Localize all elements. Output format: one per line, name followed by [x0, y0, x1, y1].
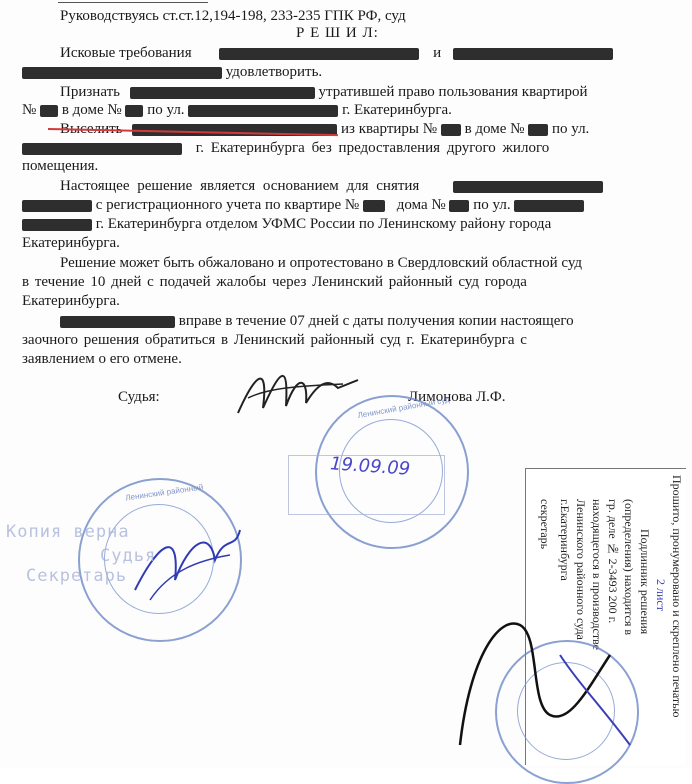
redaction	[22, 67, 222, 79]
text-fragment: утратившей право пользования квартирой	[318, 84, 588, 100]
redaction	[441, 124, 461, 136]
redaction	[22, 143, 182, 155]
redaction	[125, 105, 143, 117]
redaction	[449, 200, 469, 212]
text-fragment: в доме №	[464, 121, 525, 137]
redaction	[22, 219, 92, 231]
text-line: Решение может быть обжаловано и опротестовано в Свердловский областной суд	[60, 255, 583, 271]
text-line: Руководствуясь ст.ст.12,194-198, 233-235 ГПК РФ, суд	[60, 8, 406, 24]
redaction	[130, 87, 315, 99]
note-line: секретарь	[538, 499, 552, 550]
note-line: Подлинник решения	[638, 529, 652, 635]
text-line: заочного решения обратиться в Ленинский районный суд г. Екатеринбурга с	[22, 332, 527, 348]
redaction	[188, 105, 338, 117]
text-fragment: г. Екатеринбурга без предоставления другого жилого	[195, 140, 550, 156]
stamp-text: Ленинский районный суд	[356, 394, 451, 421]
text-fragment: по ул.	[473, 197, 511, 213]
text-line: Екатеринбурга.	[22, 235, 120, 251]
note-line: (определения) находится в	[622, 499, 636, 636]
judge-label: Судья:	[118, 389, 160, 405]
stamp-text: Ленинский районный	[124, 482, 204, 503]
redaction	[22, 200, 92, 212]
text-fragment: дома №	[396, 197, 446, 213]
redaction	[528, 124, 548, 136]
redaction	[60, 316, 175, 328]
text-fragment: по ул.	[147, 102, 185, 118]
text-line: помещения.	[22, 158, 99, 174]
text-line	[60, 312, 574, 330]
redaction	[514, 200, 584, 212]
redaction	[40, 105, 58, 117]
text-line	[22, 215, 551, 233]
text-fragment: и	[433, 45, 442, 61]
faded-stamp-text: Судья	[100, 546, 157, 566]
text-fragment: по ул.	[551, 121, 590, 137]
text-fragment: вправе в течение 07 дней с даты получения копии настоящего	[178, 313, 574, 329]
note-line: г.Екатеринбурга	[558, 499, 572, 581]
faded-stamp-text: Копия верна	[6, 522, 130, 542]
text-fragment: с регистрационного учета по квартире №	[95, 197, 360, 213]
text-fragment: №	[22, 102, 37, 118]
decision-heading: Р Е Ш И Л:	[296, 25, 379, 41]
judge-name: Лимонова Л.Ф.	[408, 389, 506, 405]
text-fragment: удовлетворить.	[225, 64, 323, 80]
text-fragment: г. Екатеринбурга.	[342, 102, 452, 118]
note-line: Прошито, пронумеровано и скреплено печатью	[670, 475, 684, 718]
faded-stamp-text: Секретарь	[26, 566, 128, 586]
binding-signature	[440, 595, 650, 765]
note-line: Ленинского районного суда	[574, 499, 588, 640]
note-line: находящегося в производстве	[590, 499, 604, 650]
text-line	[22, 139, 549, 157]
text-line: в течение 10 дней с подачей жалобы через Ленинский районный суд города	[22, 274, 527, 290]
cropped-previous-line	[58, 0, 208, 3]
text-line	[60, 44, 613, 62]
text-fragment: из квартиры №	[341, 121, 438, 137]
text-fragment: г. Екатеринбурга отделом УФМС России по Ленинскому району города	[95, 216, 552, 232]
text-line	[60, 177, 603, 195]
text-fragment: в доме №	[61, 102, 122, 118]
text-line	[60, 83, 588, 101]
text-line	[22, 63, 322, 81]
redaction	[453, 48, 613, 60]
note-line: 2 лист	[654, 579, 668, 611]
text-line	[22, 196, 584, 214]
text-fragment: Настоящее решение является основанием для снятия	[60, 178, 420, 194]
text-fragment: Признать	[60, 84, 120, 100]
note-line: гр. деле № 2-3493 200 г.	[606, 499, 620, 624]
text-fragment: Исковые требования	[60, 45, 192, 61]
redaction	[453, 181, 603, 193]
text-line: Екатеринбурга.	[22, 293, 120, 309]
text-fragment: Выселить	[60, 121, 123, 137]
redaction	[363, 200, 385, 212]
text-line: заявлением о его отмене.	[22, 351, 182, 367]
text-line	[22, 101, 452, 119]
date-stamp: 19.09.09	[329, 453, 411, 480]
redaction	[219, 48, 419, 60]
